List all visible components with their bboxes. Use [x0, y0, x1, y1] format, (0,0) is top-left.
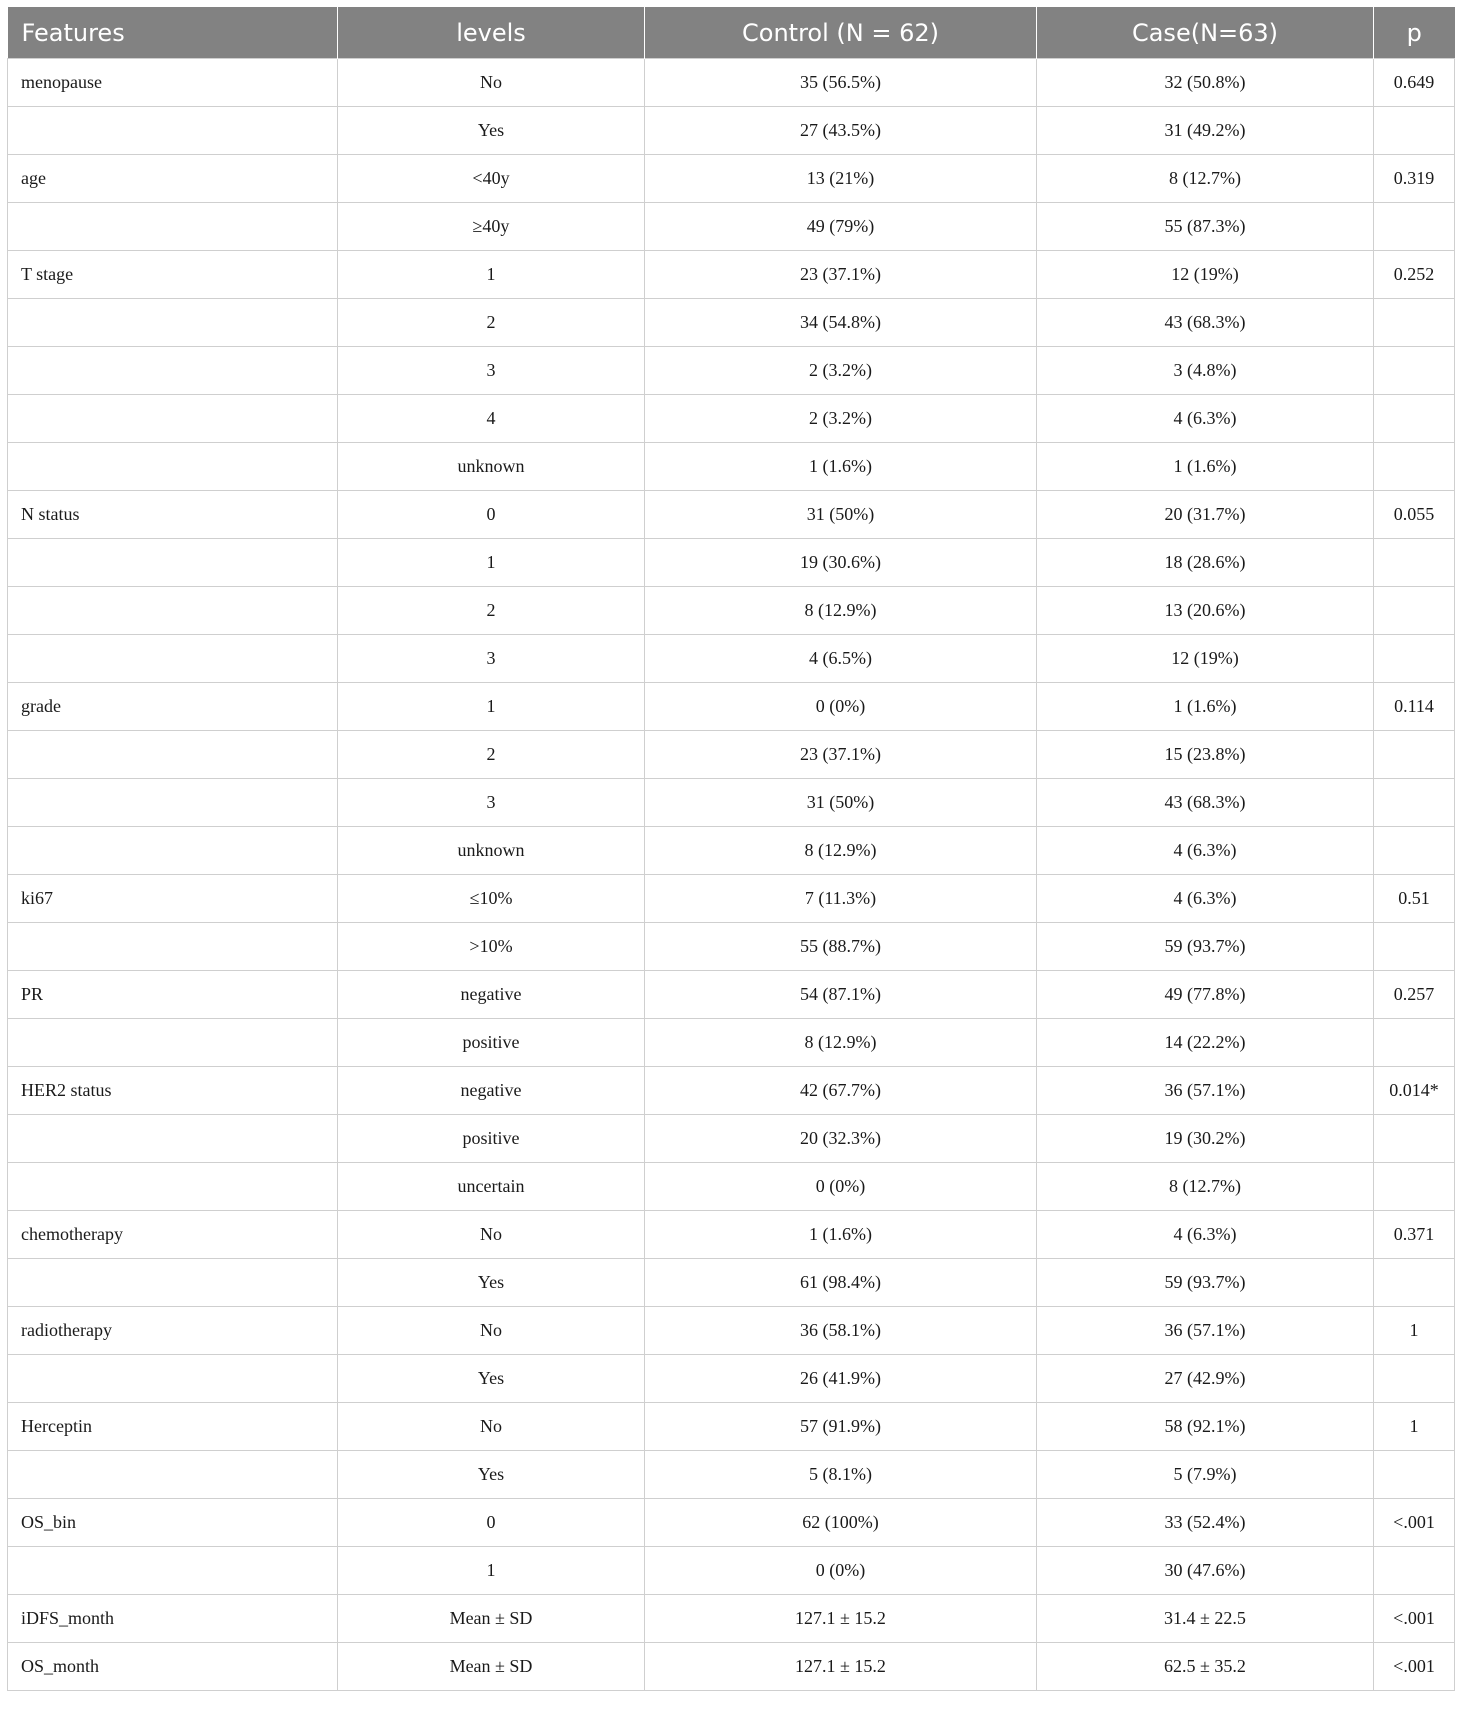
- feature-cell: [8, 587, 338, 635]
- p-value-cell: [1374, 1115, 1455, 1163]
- feature-cell: [8, 1355, 338, 1403]
- table-row: [8, 347, 1455, 395]
- level-cell: 1: [338, 539, 645, 587]
- table-row: [8, 779, 1455, 827]
- table-row: [8, 1355, 1455, 1403]
- level-cell: Yes: [338, 1451, 645, 1499]
- level-cell: positive: [338, 1115, 645, 1163]
- feature-cell: [8, 1019, 338, 1067]
- p-value-cell: 1: [1374, 1307, 1455, 1355]
- level-cell: 2: [338, 587, 645, 635]
- p-value-cell: [1374, 299, 1455, 347]
- case-cell: 3 (4.8%): [1037, 347, 1374, 395]
- p-value-cell: [1374, 1163, 1455, 1211]
- feature-cell: [8, 299, 338, 347]
- control-cell: 127.1 ± 15.2: [645, 1643, 1037, 1691]
- case-cell: 62.5 ± 35.2: [1037, 1643, 1374, 1691]
- p-value-cell: 0.371: [1374, 1211, 1455, 1259]
- table-row: [8, 587, 1455, 635]
- level-cell: No: [338, 59, 645, 107]
- level-cell: 0: [338, 1499, 645, 1547]
- feature-cell: T stage: [8, 251, 338, 299]
- feature-cell: grade: [8, 683, 338, 731]
- case-cell: 36 (57.1%): [1037, 1067, 1374, 1115]
- level-cell: >10%: [338, 923, 645, 971]
- control-cell: 2 (3.2%): [645, 347, 1037, 395]
- case-cell: 13 (20.6%): [1037, 587, 1374, 635]
- p-value-cell: [1374, 203, 1455, 251]
- table-row: [8, 1307, 1455, 1355]
- control-cell: 34 (54.8%): [645, 299, 1037, 347]
- table-row: [8, 1595, 1455, 1643]
- feature-cell: [8, 731, 338, 779]
- p-value-cell: 0.055: [1374, 491, 1455, 539]
- feature-cell: [8, 1547, 338, 1595]
- level-cell: 2: [338, 299, 645, 347]
- p-value-cell: 0.51: [1374, 875, 1455, 923]
- p-value-cell: <.001: [1374, 1595, 1455, 1643]
- table-row: [8, 923, 1455, 971]
- control-cell: 127.1 ± 15.2: [645, 1595, 1037, 1643]
- level-cell: No: [338, 1307, 645, 1355]
- control-cell: 54 (87.1%): [645, 971, 1037, 1019]
- control-cell: 19 (30.6%): [645, 539, 1037, 587]
- case-cell: 15 (23.8%): [1037, 731, 1374, 779]
- control-cell: 0 (0%): [645, 1547, 1037, 1595]
- case-cell: 5 (7.9%): [1037, 1451, 1374, 1499]
- feature-cell: iDFS_month: [8, 1595, 338, 1643]
- control-cell: 8 (12.9%): [645, 827, 1037, 875]
- case-cell: 4 (6.3%): [1037, 395, 1374, 443]
- control-cell: 55 (88.7%): [645, 923, 1037, 971]
- p-value-cell: [1374, 539, 1455, 587]
- level-cell: <40y: [338, 155, 645, 203]
- control-cell: 0 (0%): [645, 1163, 1037, 1211]
- p-value-cell: [1374, 443, 1455, 491]
- control-cell: 61 (98.4%): [645, 1259, 1037, 1307]
- control-cell: 2 (3.2%): [645, 395, 1037, 443]
- level-cell: uncertain: [338, 1163, 645, 1211]
- table-row: [8, 1019, 1455, 1067]
- control-cell: 13 (21%): [645, 155, 1037, 203]
- p-value-cell: [1374, 1019, 1455, 1067]
- p-value-cell: [1374, 635, 1455, 683]
- table-row: [8, 683, 1455, 731]
- table-row: [8, 1115, 1455, 1163]
- feature-cell: OS_month: [8, 1643, 338, 1691]
- feature-cell: [8, 1451, 338, 1499]
- table-row: [8, 203, 1455, 251]
- p-value-cell: [1374, 395, 1455, 443]
- level-cell: No: [338, 1211, 645, 1259]
- table-row: [8, 635, 1455, 683]
- table-row: [8, 251, 1455, 299]
- control-cell: 0 (0%): [645, 683, 1037, 731]
- feature-cell: ki67: [8, 875, 338, 923]
- p-value-cell: [1374, 587, 1455, 635]
- control-cell: 7 (11.3%): [645, 875, 1037, 923]
- level-cell: 1: [338, 683, 645, 731]
- level-cell: 1: [338, 251, 645, 299]
- header-row: [8, 7, 1455, 59]
- table-row: [8, 1163, 1455, 1211]
- case-cell: 43 (68.3%): [1037, 779, 1374, 827]
- p-value-cell: [1374, 731, 1455, 779]
- control-cell: 31 (50%): [645, 491, 1037, 539]
- level-cell: 3: [338, 779, 645, 827]
- header-levels: levels: [338, 7, 645, 59]
- feature-cell: [8, 395, 338, 443]
- p-value-cell: [1374, 347, 1455, 395]
- feature-cell: [8, 779, 338, 827]
- case-cell: 4 (6.3%): [1037, 875, 1374, 923]
- level-cell: ≤10%: [338, 875, 645, 923]
- table-row: [8, 875, 1455, 923]
- p-value-cell: 0.252: [1374, 251, 1455, 299]
- table-row: [8, 1067, 1455, 1115]
- control-cell: 31 (50%): [645, 779, 1037, 827]
- table-row: [8, 539, 1455, 587]
- p-value-cell: 0.649: [1374, 59, 1455, 107]
- table-row: [8, 1211, 1455, 1259]
- feature-cell: [8, 1259, 338, 1307]
- level-cell: positive: [338, 1019, 645, 1067]
- case-cell: 4 (6.3%): [1037, 827, 1374, 875]
- feature-cell: radiotherapy: [8, 1307, 338, 1355]
- level-cell: No: [338, 1403, 645, 1451]
- feature-cell: [8, 1163, 338, 1211]
- feature-cell: chemotherapy: [8, 1211, 338, 1259]
- case-cell: 31 (49.2%): [1037, 107, 1374, 155]
- case-cell: 59 (93.7%): [1037, 923, 1374, 971]
- case-cell: 18 (28.6%): [1037, 539, 1374, 587]
- level-cell: 1: [338, 1547, 645, 1595]
- p-value-cell: [1374, 1259, 1455, 1307]
- control-cell: 26 (41.9%): [645, 1355, 1037, 1403]
- table-row: [8, 971, 1455, 1019]
- p-value-cell: 0.014*: [1374, 1067, 1455, 1115]
- control-cell: 8 (12.9%): [645, 587, 1037, 635]
- feature-cell: PR: [8, 971, 338, 1019]
- table-row: [8, 1643, 1455, 1691]
- case-cell: 14 (22.2%): [1037, 1019, 1374, 1067]
- case-cell: 19 (30.2%): [1037, 1115, 1374, 1163]
- data-table: [7, 7, 1455, 1691]
- case-cell: 8 (12.7%): [1037, 155, 1374, 203]
- control-cell: 57 (91.9%): [645, 1403, 1037, 1451]
- p-value-cell: [1374, 827, 1455, 875]
- control-cell: 42 (67.7%): [645, 1067, 1037, 1115]
- case-cell: 33 (52.4%): [1037, 1499, 1374, 1547]
- case-cell: 32 (50.8%): [1037, 59, 1374, 107]
- table-row: [8, 491, 1455, 539]
- level-cell: Yes: [338, 1259, 645, 1307]
- table-body: [8, 59, 1455, 1691]
- case-cell: 1 (1.6%): [1037, 443, 1374, 491]
- control-cell: 27 (43.5%): [645, 107, 1037, 155]
- case-cell: 20 (31.7%): [1037, 491, 1374, 539]
- p-value-cell: [1374, 107, 1455, 155]
- p-value-cell: [1374, 923, 1455, 971]
- table-row: [8, 443, 1455, 491]
- feature-cell: menopause: [8, 59, 338, 107]
- level-cell: Mean ± SD: [338, 1595, 645, 1643]
- p-value-cell: 0.257: [1374, 971, 1455, 1019]
- case-cell: 49 (77.8%): [1037, 971, 1374, 1019]
- control-cell: 8 (12.9%): [645, 1019, 1037, 1067]
- p-value-cell: <.001: [1374, 1499, 1455, 1547]
- header-features: Features: [8, 7, 338, 59]
- p-value-cell: 1: [1374, 1403, 1455, 1451]
- case-cell: 12 (19%): [1037, 635, 1374, 683]
- case-cell: 36 (57.1%): [1037, 1307, 1374, 1355]
- header-control: Control (N = 62): [645, 7, 1037, 59]
- control-cell: 49 (79%): [645, 203, 1037, 251]
- feature-cell: HER2 status: [8, 1067, 338, 1115]
- control-cell: 1 (1.6%): [645, 443, 1037, 491]
- feature-cell: OS_bin: [8, 1499, 338, 1547]
- feature-cell: [8, 635, 338, 683]
- case-cell: 8 (12.7%): [1037, 1163, 1374, 1211]
- level-cell: negative: [338, 1067, 645, 1115]
- feature-cell: [8, 1115, 338, 1163]
- level-cell: ≥40y: [338, 203, 645, 251]
- case-cell: 59 (93.7%): [1037, 1259, 1374, 1307]
- level-cell: Yes: [338, 107, 645, 155]
- p-value-cell: <.001: [1374, 1643, 1455, 1691]
- table-row: [8, 299, 1455, 347]
- table-row: [8, 59, 1455, 107]
- feature-cell: [8, 107, 338, 155]
- feature-cell: [8, 827, 338, 875]
- case-cell: 43 (68.3%): [1037, 299, 1374, 347]
- table-header: [8, 7, 1455, 59]
- table-row: [8, 1499, 1455, 1547]
- case-cell: 12 (19%): [1037, 251, 1374, 299]
- table-row: [8, 1547, 1455, 1595]
- case-cell: 55 (87.3%): [1037, 203, 1374, 251]
- control-cell: 4 (6.5%): [645, 635, 1037, 683]
- control-cell: 23 (37.1%): [645, 251, 1037, 299]
- p-value-cell: [1374, 1355, 1455, 1403]
- table-row: [8, 731, 1455, 779]
- table-row: [8, 1451, 1455, 1499]
- case-cell: 58 (92.1%): [1037, 1403, 1374, 1451]
- p-value-cell: 0.319: [1374, 155, 1455, 203]
- table-row: [8, 1403, 1455, 1451]
- control-cell: 5 (8.1%): [645, 1451, 1037, 1499]
- level-cell: 2: [338, 731, 645, 779]
- level-cell: 3: [338, 635, 645, 683]
- header-p: p: [1374, 7, 1455, 59]
- level-cell: negative: [338, 971, 645, 1019]
- feature-cell: [8, 347, 338, 395]
- control-cell: 1 (1.6%): [645, 1211, 1037, 1259]
- header-case: Case(N=63): [1037, 7, 1374, 59]
- level-cell: 0: [338, 491, 645, 539]
- table-row: [8, 155, 1455, 203]
- p-value-cell: [1374, 1547, 1455, 1595]
- feature-cell: Herceptin: [8, 1403, 338, 1451]
- p-value-cell: [1374, 779, 1455, 827]
- feature-cell: [8, 443, 338, 491]
- case-cell: 1 (1.6%): [1037, 683, 1374, 731]
- feature-cell: [8, 923, 338, 971]
- table-row: [8, 395, 1455, 443]
- feature-cell: [8, 203, 338, 251]
- control-cell: 62 (100%): [645, 1499, 1037, 1547]
- p-value-cell: 0.114: [1374, 683, 1455, 731]
- level-cell: Yes: [338, 1355, 645, 1403]
- level-cell: unknown: [338, 443, 645, 491]
- case-cell: 30 (47.6%): [1037, 1547, 1374, 1595]
- control-cell: 35 (56.5%): [645, 59, 1037, 107]
- case-cell: 27 (42.9%): [1037, 1355, 1374, 1403]
- control-cell: 23 (37.1%): [645, 731, 1037, 779]
- table-row: [8, 827, 1455, 875]
- case-cell: 31.4 ± 22.5: [1037, 1595, 1374, 1643]
- level-cell: unknown: [338, 827, 645, 875]
- control-cell: 20 (32.3%): [645, 1115, 1037, 1163]
- feature-cell: [8, 539, 338, 587]
- level-cell: 4: [338, 395, 645, 443]
- table-row: [8, 1259, 1455, 1307]
- p-value-cell: [1374, 1451, 1455, 1499]
- control-cell: 36 (58.1%): [645, 1307, 1037, 1355]
- feature-cell: N status: [8, 491, 338, 539]
- case-cell: 4 (6.3%): [1037, 1211, 1374, 1259]
- table-row: [8, 107, 1455, 155]
- level-cell: 3: [338, 347, 645, 395]
- level-cell: Mean ± SD: [338, 1643, 645, 1691]
- feature-cell: age: [8, 155, 338, 203]
